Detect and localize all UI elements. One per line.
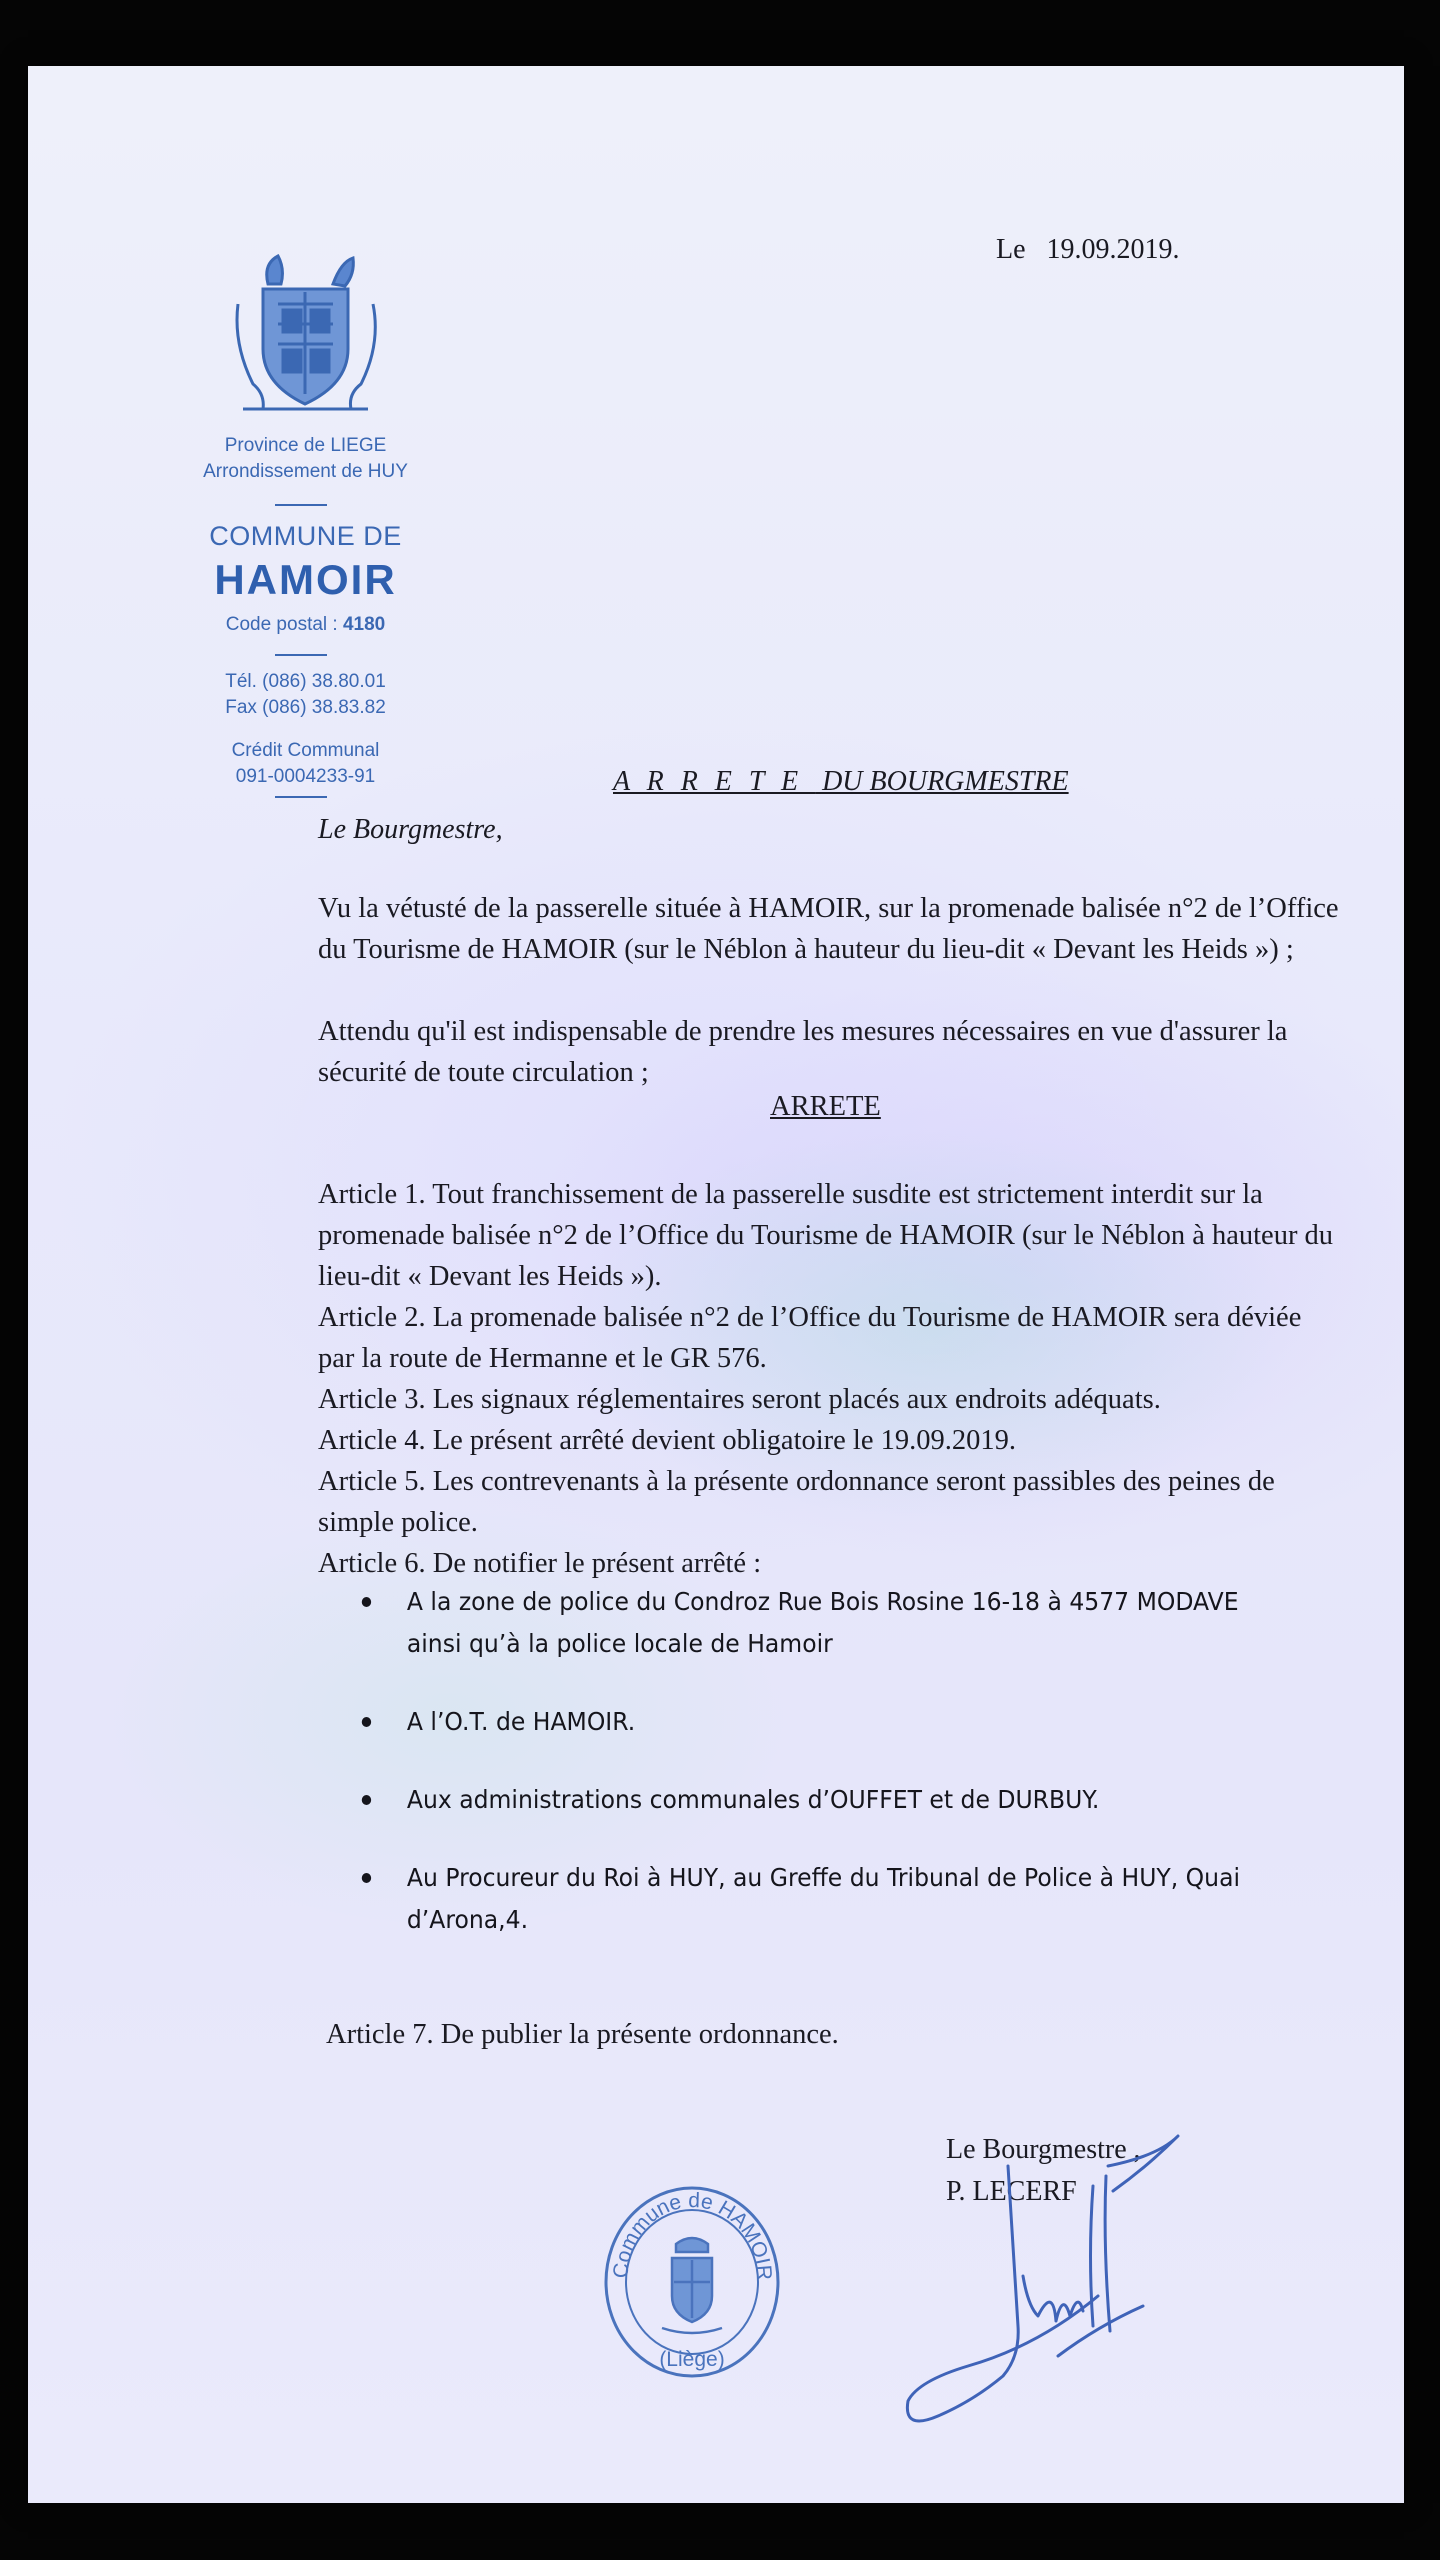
handwritten-signature-icon <box>878 2126 1198 2446</box>
recipient-item: Aux administrations communales d’OUFFET et de DURBUY. <box>358 1779 1279 1821</box>
letterhead-tel: Tél. (086) 38.80.01 <box>225 671 386 692</box>
articles-list <box>318 1174 1343 1584</box>
recipient-item: Au Procureur du Roi à HUY, au Greffe du Tribunal de Police à HUY, Quai d’Arona,4. <box>358 1857 1279 1941</box>
letterhead-arrondissement: Arrondissement de HUY <box>203 461 408 482</box>
letterhead-account: 091-0004233-91 <box>235 766 376 787</box>
document-page <box>28 66 1404 2503</box>
document-title <box>613 766 1069 798</box>
postal-label: Code postal : <box>225 614 338 635</box>
article-5: Article 5. Les contrevenants à la présente ordonnance seront passibles des peines de simple police. <box>318 1466 1275 1538</box>
preamble-paragraph-1: Vu la vétusté de la passerelle située à HAMOIR, sur la promenade balisée n°2 de l’Office du Tourisme de HAMOIR (sur le Néblon à hauteur du lieu-dit « Devant les Heids ») ; <box>318 893 1339 965</box>
letterhead-divider <box>275 504 327 506</box>
article-3: Article 3. Les signaux réglementaires seront placés aux endroits adéquats. <box>318 1384 1161 1415</box>
seal-text: Commune de HAMOIR <box>609 2188 776 2281</box>
letterhead-postal <box>168 614 443 636</box>
signatory-title: Le Bourgmestre , <box>946 2134 1141 2165</box>
title-part1: A R R E T E <box>613 766 816 797</box>
letterhead-divider <box>275 796 327 798</box>
municipal-seal-icon <box>600 2178 785 2378</box>
decree-heading: ARRETE <box>770 1091 881 1122</box>
signatory-name: P. LECERF <box>946 2176 1077 2207</box>
letterhead-divider <box>275 654 327 656</box>
recipient-item: A la zone de police du Condroz Rue Bois Rosine 16-18 à 4577 MODAVE ainsi qu’à la police locale de Hamoir <box>358 1581 1279 1665</box>
letterhead-commune-name: HAMOIR <box>214 556 397 603</box>
article-7: Article 7. De publier la présente ordonnance. <box>326 2019 839 2050</box>
salutation: Le Bourgmestre, <box>318 814 503 845</box>
recipient-item: A l’O.T. de HAMOIR. <box>358 1701 1279 1743</box>
postal-code: 4180 <box>342 614 386 635</box>
letterhead-bank: Crédit Communal <box>231 740 380 761</box>
document-date: Le 19.09.2019. <box>996 234 1180 265</box>
article-2: Article 2. La promenade balisée n°2 de l’Office du Tourisme de HAMOIR sera déviée par la route de Hermanne et le GR 576. <box>318 1302 1302 1374</box>
coat-of-arms-icon <box>223 244 388 414</box>
letterhead-fax: Fax (086) 38.83.82 <box>225 697 386 718</box>
recipients-list <box>358 1581 1279 1977</box>
letterhead-commune-label: COMMUNE DE <box>209 521 402 551</box>
seal-subtext: (Liège) <box>659 2348 725 2371</box>
preamble-paragraph-2: Attendu qu'il est indispensable de prendre les mesures nécessaires en vue d'assurer la sécurité de toute circulation ; <box>318 1016 1288 1088</box>
article-6: Article 6. De notifier le présent arrêté : <box>318 1548 762 1579</box>
letterhead-province: Province de LIEGE <box>224 435 387 456</box>
article-4: Article 4. Le présent arrêté devient obligatoire le 19.09.2019. <box>318 1425 1016 1456</box>
article-1: Article 1. Tout franchissement de la passerelle susdite est strictement interdit sur la promenade balisée n°2 de l’Office du Tourisme de HAMOIR (sur le Néblon à hauteur du lieu-dit « Devant les Heids »). <box>318 1179 1334 1292</box>
title-part2: DU BOURGMESTRE <box>815 766 1069 797</box>
